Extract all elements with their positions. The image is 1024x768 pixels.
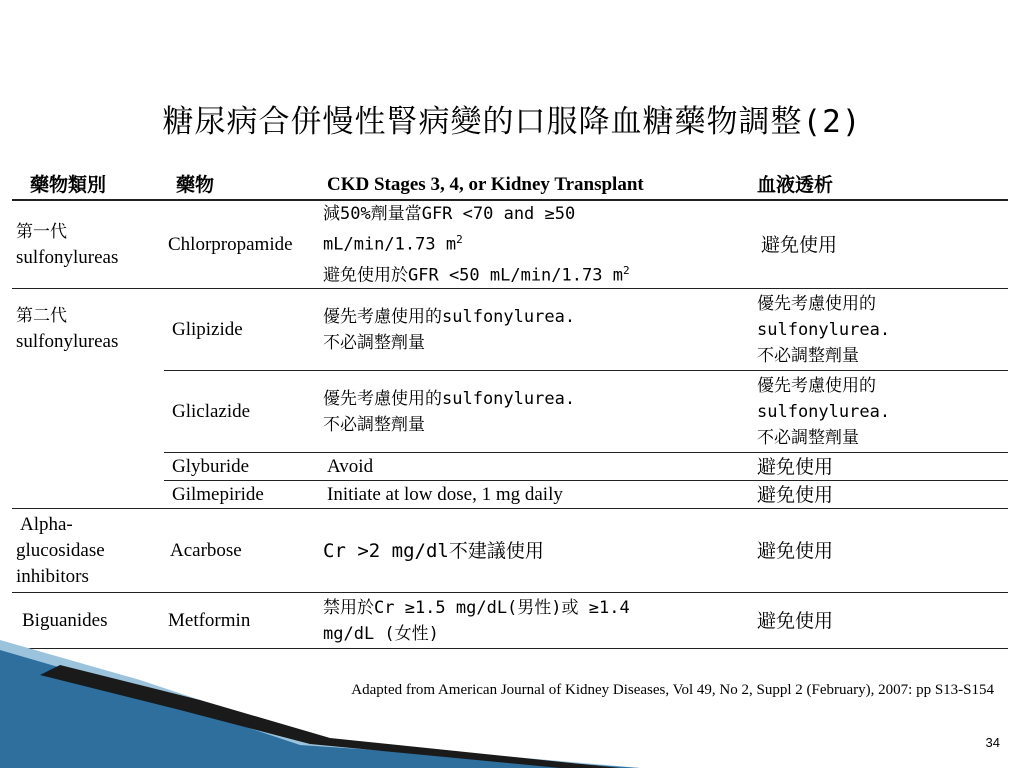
wave-decoration xyxy=(0,640,640,768)
drug-cell: Chlorpropamide xyxy=(164,200,319,289)
table-row xyxy=(12,509,1008,593)
ckd-text: 避免使用於GFR <50 mL/min/1.73 m xyxy=(323,265,623,286)
drug-cell: Gilmepiride xyxy=(164,481,319,509)
category-line: Alpha- xyxy=(20,513,73,535)
category-line: sulfonylureas xyxy=(16,331,119,353)
dialysis-cell: 避免使用 xyxy=(727,200,1008,289)
category-line: 第二代 xyxy=(16,306,67,327)
category-line: glucosidase xyxy=(16,539,105,561)
ckd-cell: Initiate at low dose, 1 mg daily xyxy=(319,481,727,509)
ckd-line xyxy=(323,258,727,289)
dialysis-line: sulfonylurea. xyxy=(757,319,891,340)
dialysis-cell: 避免使用 xyxy=(727,509,1008,593)
ckd-line: 禁用於Cr ≥1.5 mg/dL(男性)或 ≥1.4 xyxy=(323,597,630,618)
ckd-sup: 2 xyxy=(622,263,630,277)
drug-cell: Glipizide xyxy=(164,289,319,371)
dialysis-line: sulfonylurea. xyxy=(757,401,891,422)
ckd-line: 減50%劑量當GFR <70 and ≥50 xyxy=(323,204,576,224)
category-line: sulfonylureas xyxy=(16,246,119,268)
ckd-line: 不必調整劑量 xyxy=(323,332,425,353)
dialysis-line: 不必調整劑量 xyxy=(757,345,859,366)
drug-cell: Acarbose xyxy=(164,509,319,593)
drug-cell: Glyburide xyxy=(164,453,319,481)
table-row xyxy=(12,289,1008,371)
footnote: Adapted from American Journal of Kidney Diseases, Vol 49, No 2, Suppl 2 (February), 2007: pp S13-S154 xyxy=(351,682,994,698)
page-number: 34 xyxy=(985,735,1000,750)
dialysis-line: 優先考慮使用的 xyxy=(757,375,876,396)
header-dialysis: 血液透析 xyxy=(727,170,1008,200)
dialysis-line: 優先考慮使用的 xyxy=(757,293,876,314)
ckd-text: mL/min/1.73 m xyxy=(323,234,457,255)
dialysis-cell: 避免使用 xyxy=(727,453,1008,481)
table-header-row xyxy=(12,170,1008,200)
table-row xyxy=(12,200,1008,289)
ckd-sup: 2 xyxy=(456,233,463,246)
ckd-line: mg/dL (女性) xyxy=(323,623,439,644)
category-cell: Biguanides xyxy=(12,593,164,649)
category-line: 第一代 xyxy=(16,221,67,242)
drug-cell: Metformin xyxy=(164,593,319,649)
ckd-cell xyxy=(319,200,727,289)
drug-cell: Gliclazide xyxy=(164,371,319,453)
header-ckd: CKD Stages 3, 4, or Kidney Transplant xyxy=(319,170,727,200)
header-category: 藥物類別 xyxy=(12,170,164,200)
ckd-cell: Avoid xyxy=(319,453,727,481)
category-cell xyxy=(12,509,164,593)
ckd-cell xyxy=(319,371,727,453)
category-cell xyxy=(12,200,164,289)
dialysis-cell: 避免使用 xyxy=(727,481,1008,509)
category-line: inhibitors xyxy=(16,565,89,587)
dialysis-cell: 避免使用 xyxy=(727,593,1008,649)
ckd-line: 優先考慮使用的sulfonylurea. xyxy=(323,306,576,327)
category-cell xyxy=(12,289,164,509)
ckd-cell xyxy=(319,289,727,371)
dialysis-cell xyxy=(727,371,1008,453)
ckd-line: 優先考慮使用的sulfonylurea. xyxy=(323,388,576,409)
drug-adjustment-table-wrap xyxy=(12,170,1008,649)
slide-title: 糖尿病合併慢性腎病變的口服降血糖藥物調整(2) xyxy=(162,104,862,140)
drug-adjustment-table xyxy=(12,170,1008,649)
ckd-line: 不必調整劑量 xyxy=(323,414,425,435)
header-drug: 藥物 xyxy=(164,170,319,200)
ckd-cell: Cr >2 mg/dl不建議使用 xyxy=(319,509,727,593)
dialysis-cell xyxy=(727,289,1008,371)
ckd-line xyxy=(323,227,727,258)
dialysis-line: 不必調整劑量 xyxy=(757,427,859,448)
